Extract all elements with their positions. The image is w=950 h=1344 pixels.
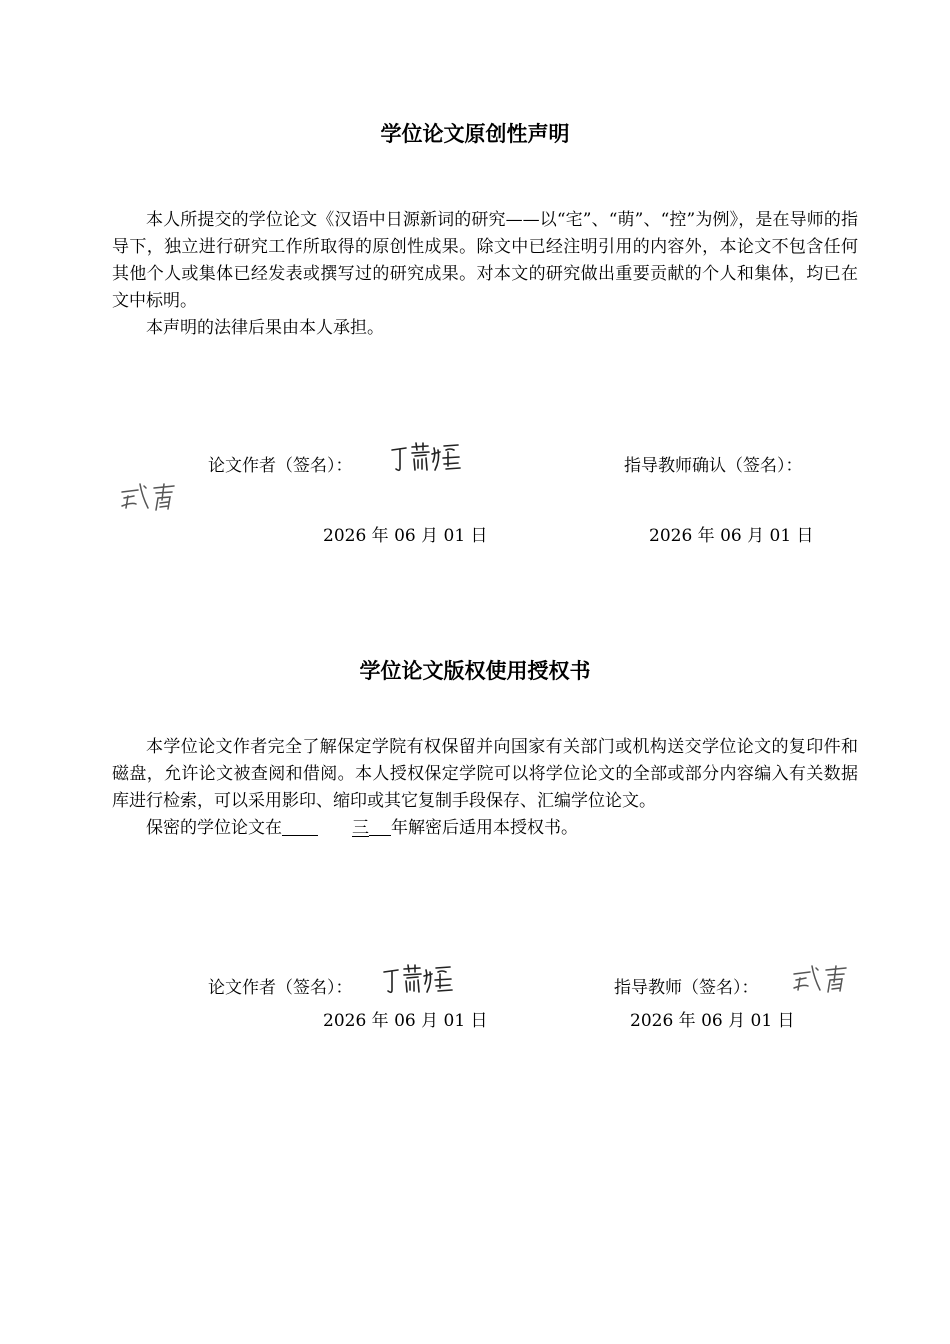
authorization-advisor-signature [790,962,854,994]
advisor-signature-image [790,962,854,994]
advisor-signature-image [118,480,182,512]
secrecy-years: 三 [352,818,369,838]
secrecy-suffix: 年解密后适用本授权书。 [391,818,578,838]
originality-title: 学位论文原创性声明 [380,122,570,146]
originality-author-date: 2026 年 06 月 01 日 [323,526,488,546]
originality-advisor-label: 指导教师确认（签名）： [624,456,803,476]
authorization-author-date: 2026 年 06 月 01 日 [323,1011,488,1031]
originality-paragraph-2: 本声明的法律后果由本人承担。 [146,318,384,338]
secrecy-underline-left [282,817,318,836]
authorization-advisor-label: 指导教师（签名）： [614,978,759,998]
originality-body [112,207,858,342]
authorization-paragraph: 本学位论文作者完全了解保定学院有权保留并向国家有关部门或机构送交学位论文的复印件和磁盘，允许论文被查阅和借阅。本人授权保定学院可以将学位论文的全部或部分内容编入有关数据库进行检索，可以采用影印、缩印或其它复制手段保存、汇编学位论文。 [112,737,858,811]
originality-advisor-signature [118,480,182,512]
author-signature-image [380,962,456,998]
authorization-author-signature [380,962,456,998]
secrecy-underline-right [369,817,391,836]
originality-author-label: 论文作者（签名）： [208,456,353,476]
authorization-title: 学位论文版权使用授权书 [359,659,591,683]
authorization-author-label: 论文作者（签名）： [208,978,353,998]
authorization-body [112,734,858,842]
secrecy-prefix: 保密的学位论文在 [146,818,282,838]
originality-author-signature [388,440,464,476]
originality-paragraph-1: 本人所提交的学位论文《汉语中日源新词的研究——以“宅”、“萌”、“控”为例》，是在导师的指导下，独立进行研究工作所取得的原创性成果。除文中已经注明引用的内容外，本论文不包含任何其他个人或集体已经发表或撰写过的研究成果。对本文的研究做出重要贡献的个人和集体，均已在文中标明。 [112,210,858,311]
originality-advisor-date: 2026 年 06 月 01 日 [649,526,814,546]
author-signature-image [388,440,464,476]
authorization-advisor-date: 2026 年 06 月 01 日 [630,1011,795,1031]
secrecy-line [112,815,858,842]
